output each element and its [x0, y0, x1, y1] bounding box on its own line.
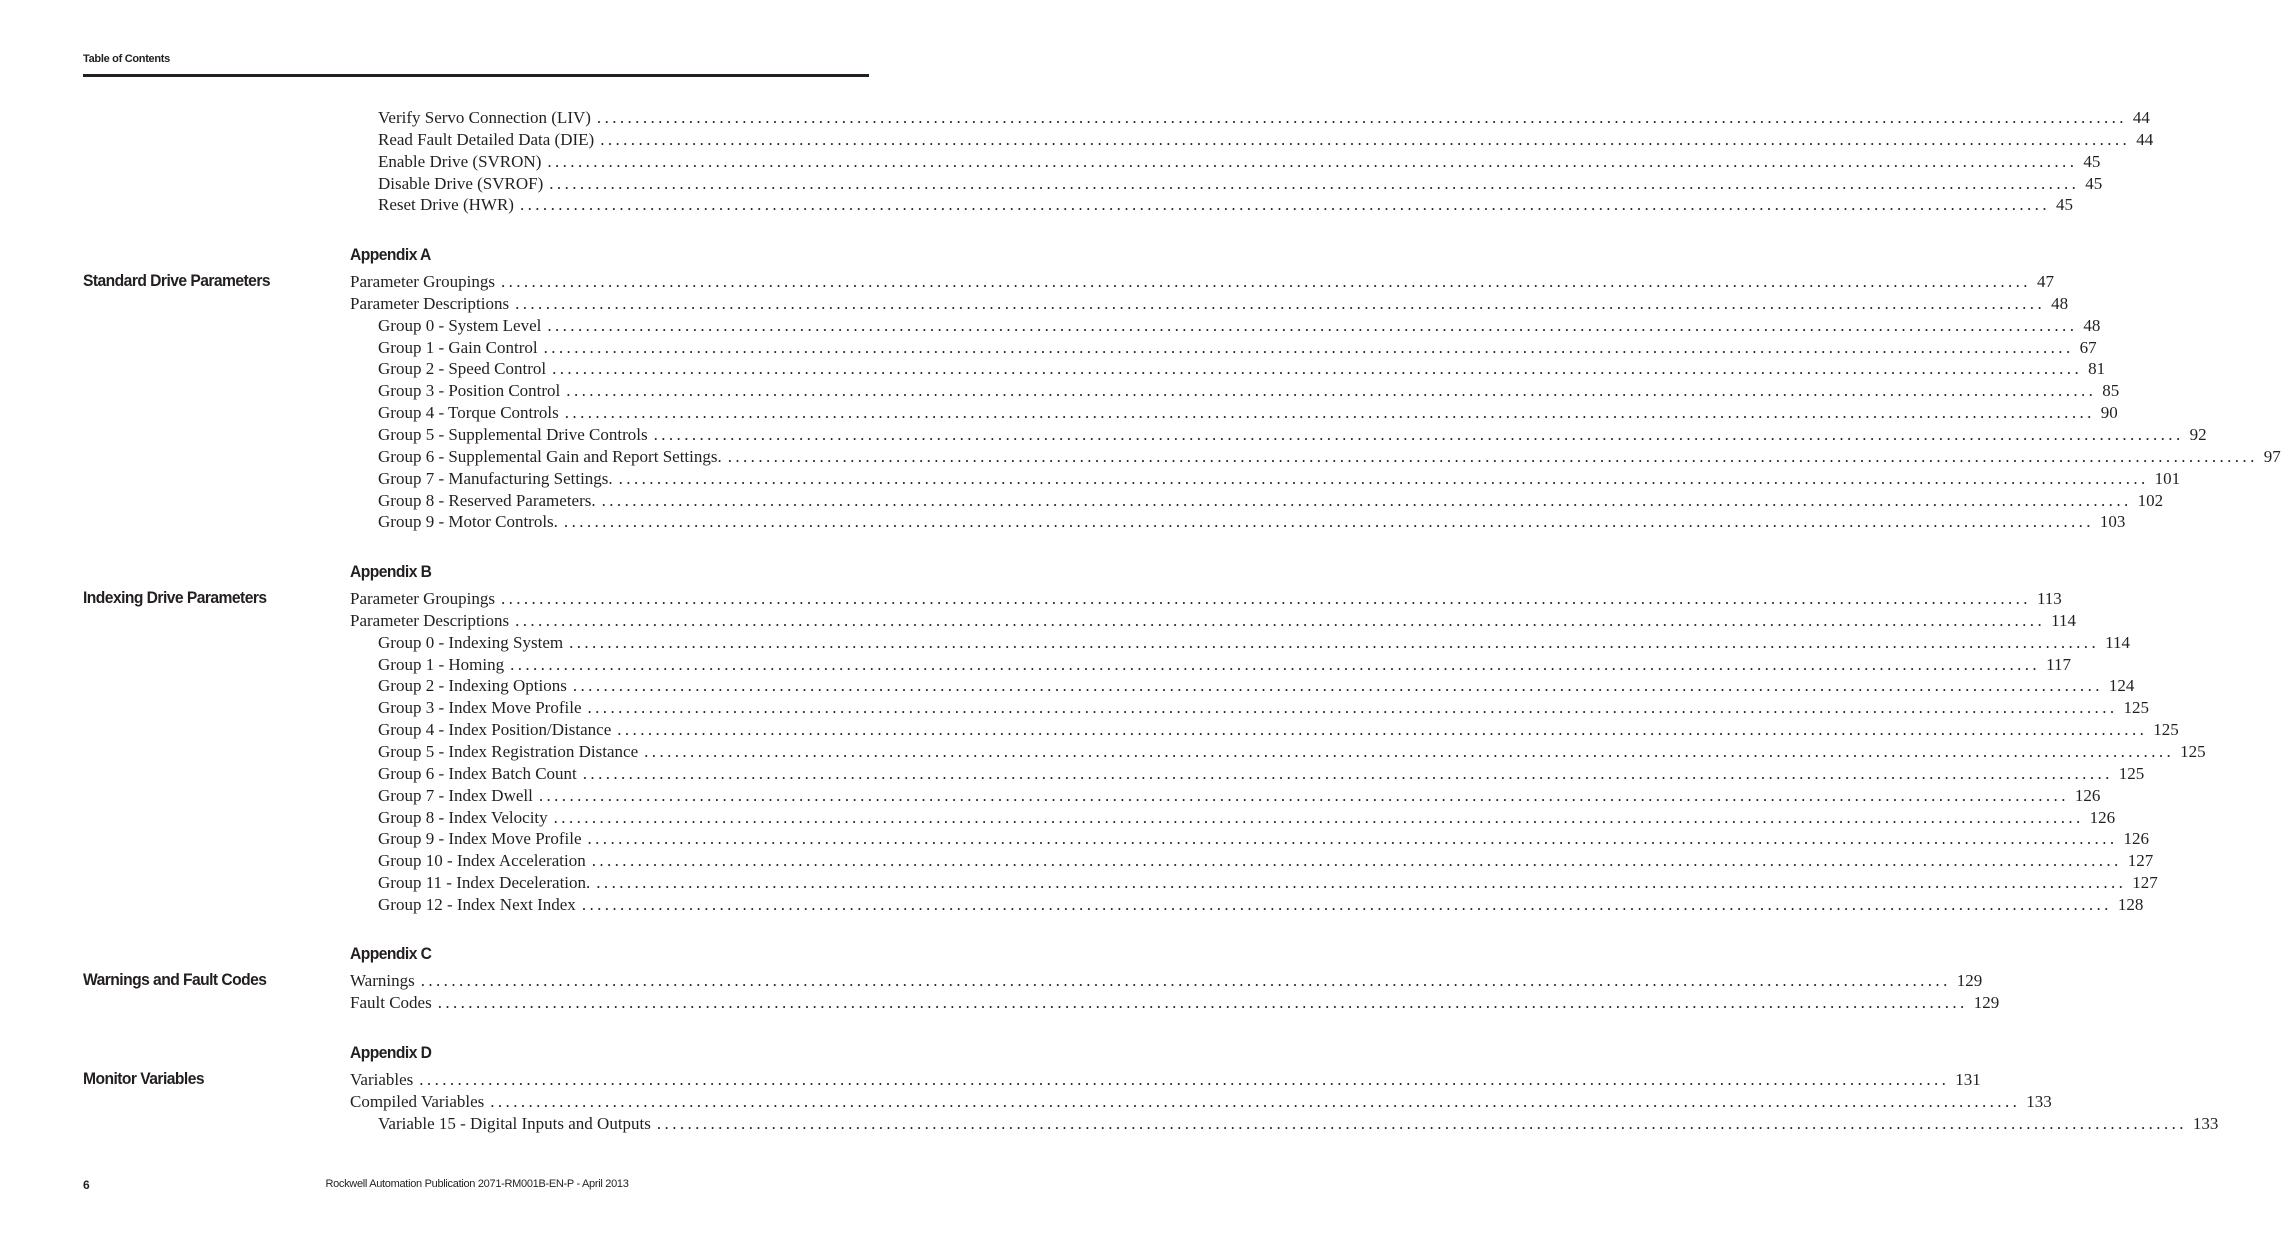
- toc-entry[interactable]: [378, 337, 2097, 359]
- dot-leader: ........................................................................................................................................................................................................: [569, 632, 2100, 652]
- toc-entry-page: 45: [2085, 173, 2103, 193]
- dot-leader: ........................................................................................................................................................................................................: [600, 129, 2131, 149]
- toc-entry-page: 101: [2154, 468, 2181, 488]
- toc-entry[interactable]: [378, 807, 2116, 829]
- dot-leader: ........................................................................................................................................................................................................: [727, 446, 2258, 466]
- toc-entry-page: 113: [2036, 589, 2062, 608]
- toc-entry-page: 45: [2055, 195, 2073, 215]
- toc-entry-page: 125: [2123, 698, 2149, 718]
- toc-entry[interactable]: [378, 468, 2181, 490]
- toc-entry[interactable]: [378, 358, 2106, 380]
- chapter-title[interactable]: Warnings and Fault Codes: [83, 970, 267, 989]
- toc-entry[interactable]: [378, 380, 2120, 402]
- toc-entry-page: 126: [2074, 785, 2101, 805]
- toc-entry[interactable]: [378, 446, 2281, 468]
- dot-leader: ........................................................................................................................................................................................................: [549, 173, 2080, 193]
- dot-leader: ........................................................................................................................................................................................................: [419, 1070, 1950, 1089]
- chapter-title[interactable]: Monitor Variables: [83, 1069, 204, 1088]
- toc-entry-title: Variables: [350, 1070, 414, 1089]
- dot-leader: ........................................................................................................................................................................................................: [547, 315, 2078, 335]
- running-head: Table of Contents: [83, 53, 170, 65]
- dot-leader: ........................................................................................................................................................................................................: [581, 894, 2112, 914]
- toc-entry-page: 90: [2100, 403, 2118, 423]
- toc-entry-title: Group 6 - Index Batch Count: [378, 763, 577, 783]
- dot-leader: ........................................................................................................................................................................................................: [596, 873, 2127, 893]
- toc-entry[interactable]: [378, 675, 2135, 697]
- toc-entry-title: Verify Servo Connection (LIV): [378, 108, 591, 127]
- toc-entry[interactable]: [350, 992, 2000, 1014]
- toc-entry[interactable]: [350, 1069, 1981, 1091]
- toc-entry-title: Compiled Variables: [350, 1091, 485, 1111]
- dot-leader: ........................................................................................................................................................................................................: [519, 195, 2050, 215]
- dot-leader: ........................................................................................................................................................................................................: [566, 381, 2097, 401]
- toc-entry-page: 44: [2136, 129, 2154, 149]
- toc-entry[interactable]: [378, 785, 2101, 807]
- toc-entry-title: Group 8 - Index Velocity: [378, 807, 548, 827]
- toc-entry[interactable]: [378, 173, 2103, 195]
- toc-entry[interactable]: [378, 424, 2207, 446]
- toc-entry-title: Group 5 - Supplemental Drive Controls: [378, 424, 648, 444]
- toc-entry[interactable]: [378, 697, 2149, 719]
- toc-entry-page: 129: [1956, 971, 1983, 990]
- dot-leader: ........................................................................................................................................................................................................: [437, 992, 1968, 1012]
- toc-entry-title: Group 3 - Index Move Profile: [378, 698, 582, 718]
- toc-entry-title: Parameter Groupings: [350, 272, 495, 291]
- toc-entry-title: Group 9 - Motor Controls.: [378, 512, 558, 532]
- dot-leader: ........................................................................................................................................................................................................: [572, 676, 2103, 696]
- toc-entry-page: 124: [2108, 676, 2135, 696]
- toc-entry[interactable]: [350, 1091, 2052, 1113]
- toc-entry-page: 114: [2051, 610, 2076, 630]
- toc-entry-page: 48: [2051, 293, 2069, 313]
- dot-leader: ........................................................................................................................................................................................................: [587, 829, 2118, 849]
- toc-entry-title: Group 4 - Torque Controls: [378, 403, 559, 423]
- toc-entry-title: Group 2 - Indexing Options: [378, 676, 567, 696]
- toc-entry[interactable]: [378, 850, 2154, 872]
- toc-entry[interactable]: [378, 107, 2150, 129]
- toc-entry[interactable]: [378, 315, 2101, 337]
- dot-leader: ........................................................................................................................................................................................................: [563, 512, 2094, 532]
- dot-leader: ........................................................................................................................................................................................................: [653, 424, 2184, 444]
- toc-entry-title: Parameter Descriptions: [350, 610, 510, 630]
- toc-entry-page: 97: [2263, 446, 2281, 466]
- dot-leader: ........................................................................................................................................................................................................: [582, 763, 2113, 783]
- dot-leader: ........................................................................................................................................................................................................: [564, 403, 2095, 423]
- appendix-label: Appendix D: [350, 1043, 432, 1062]
- toc-entry[interactable]: [378, 828, 2149, 850]
- toc-entry[interactable]: [350, 610, 2076, 632]
- appendix-label: Appendix B: [350, 562, 432, 581]
- dot-leader: ........................................................................................................................................................................................................: [490, 1091, 2021, 1111]
- dot-leader: ........................................................................................................................................................................................................: [656, 1113, 2187, 1133]
- toc-entry-title: Read Fault Detailed Data (DIE): [378, 129, 595, 149]
- toc-entry-title: Warnings: [350, 971, 415, 990]
- toc-entry-page: 67: [2079, 337, 2097, 357]
- toc-entry[interactable]: [378, 490, 2164, 512]
- toc-entry[interactable]: [378, 719, 2179, 741]
- chapter-title[interactable]: Indexing Drive Parameters: [83, 588, 267, 607]
- toc-entry-page: 117: [2046, 654, 2071, 674]
- toc-entry[interactable]: [350, 970, 1983, 992]
- toc-entry[interactable]: [378, 1113, 2219, 1135]
- dot-leader: ........................................................................................................................................................................................................: [515, 293, 2046, 313]
- toc-entry-title: Parameter Groupings: [350, 589, 495, 608]
- toc-entry-page: 128: [2117, 894, 2144, 914]
- toc-entry-title: Group 8 - Reserved Parameters.: [378, 490, 596, 510]
- toc-entry-title: Group 1 - Homing: [378, 654, 505, 674]
- toc-entry-page: 85: [2102, 381, 2120, 401]
- toc-entry-title: Variable 15 - Digital Inputs and Outputs: [378, 1113, 651, 1133]
- dot-leader: ........................................................................................................................................................................................................: [500, 589, 2031, 608]
- toc-entry[interactable]: [378, 894, 2144, 916]
- toc-entry-page: 126: [2123, 829, 2149, 849]
- toc-entry-page: 44: [2132, 108, 2150, 127]
- publication-footer: Rockwell Automation Publication 2071-RM001B-EN-P - April 2013: [325, 1178, 629, 1190]
- toc-entry-title: Group 0 - Indexing System: [378, 632, 564, 652]
- dot-leader: ........................................................................................................................................................................................................: [420, 971, 1951, 990]
- toc-entry[interactable]: [378, 741, 2206, 763]
- dot-leader: ........................................................................................................................................................................................................: [515, 610, 2046, 630]
- appendix-label: Appendix C: [350, 944, 432, 963]
- toc-entry-page: 127: [2127, 851, 2154, 871]
- toc-entry-title: Reset Drive (HWR): [378, 195, 514, 215]
- toc-entry-title: Group 7 - Manufacturing Settings.: [378, 468, 613, 488]
- page-number: 6: [83, 1178, 90, 1192]
- dot-leader: ........................................................................................................................................................................................................: [538, 785, 2069, 805]
- toc-entry-page: 81: [2088, 359, 2106, 379]
- toc-entry-page: 114: [2105, 632, 2130, 652]
- dot-leader: ........................................................................................................................................................................................................: [553, 807, 2084, 827]
- toc-entry[interactable]: [378, 632, 2130, 654]
- appendix-label: Appendix A: [350, 245, 431, 264]
- toc-entry-title: Group 2 - Speed Control: [378, 359, 547, 379]
- toc-entry-page: 125: [2180, 741, 2206, 761]
- toc-entry[interactable]: [378, 129, 2154, 151]
- toc-entry-page: 133: [2192, 1113, 2219, 1133]
- dot-leader: ........................................................................................................................................................................................................: [547, 151, 2078, 171]
- chapter-title[interactable]: Standard Drive Parameters: [83, 271, 271, 290]
- toc-entry-page: 131: [1955, 1070, 1981, 1089]
- dot-leader: ........................................................................................................................................................................................................: [644, 741, 2175, 761]
- toc-entry[interactable]: [378, 402, 2118, 424]
- toc-entry-title: Group 3 - Position Control: [378, 381, 561, 401]
- dot-leader: ........................................................................................................................................................................................................: [601, 490, 2132, 510]
- toc-entry[interactable]: [378, 151, 2101, 173]
- toc-entry-title: Disable Drive (SVROF): [378, 173, 544, 193]
- toc-entry[interactable]: [378, 194, 2073, 216]
- toc-entry-page: 125: [2153, 720, 2179, 740]
- toc-entry-title: Parameter Descriptions: [350, 293, 510, 313]
- toc-entry-title: Group 11 - Index Deceleration.: [378, 873, 591, 893]
- dot-leader: ........................................................................................................................................................................................................: [587, 698, 2118, 718]
- toc-entry[interactable]: [350, 293, 2069, 315]
- toc-entry-title: Group 0 - System Level: [378, 315, 542, 335]
- toc-entry-title: Group 7 - Index Dwell: [378, 785, 533, 805]
- toc-entry-page: 125: [2118, 763, 2145, 783]
- toc-entry-title: Group 1 - Gain Control: [378, 337, 538, 357]
- dot-leader: ........................................................................................................................................................................................................: [617, 720, 2148, 740]
- toc-entry[interactable]: [378, 872, 2158, 894]
- toc-entry-page: 48: [2083, 315, 2101, 335]
- toc-entry-title: Group 5 - Index Registration Distance: [378, 741, 639, 761]
- toc-entry-title: Group 9 - Index Move Profile: [378, 829, 582, 849]
- toc-entry-page: 103: [2099, 512, 2126, 532]
- toc-entry-title: Group 10 - Index Acceleration: [378, 851, 586, 871]
- toc-entry[interactable]: [378, 511, 2126, 533]
- toc-entry-page: 126: [2089, 807, 2116, 827]
- dot-leader: ........................................................................................................................................................................................................: [596, 108, 2127, 127]
- toc-entry-page: 47: [2036, 272, 2054, 291]
- dot-leader: ........................................................................................................................................................................................................: [510, 654, 2041, 674]
- dot-leader: ........................................................................................................................................................................................................: [591, 851, 2122, 871]
- toc-entry-title: Group 4 - Index Position/Distance: [378, 720, 612, 740]
- dot-leader: ........................................................................................................................................................................................................: [500, 272, 2031, 291]
- dot-leader: ........................................................................................................................................................................................................: [552, 359, 2083, 379]
- toc-entry-page: 129: [1973, 992, 2000, 1012]
- dot-leader: ........................................................................................................................................................................................................: [618, 468, 2149, 488]
- toc-entry-title: Group 6 - Supplemental Gain and Report Settings.: [378, 446, 722, 466]
- toc-entry[interactable]: [350, 271, 2054, 293]
- toc-entry-page: 92: [2189, 424, 2207, 444]
- toc-entry-page: 127: [2132, 873, 2158, 893]
- toc-entry-title: Enable Drive (SVRON): [378, 151, 542, 171]
- toc-entry-page: 102: [2137, 490, 2164, 510]
- dot-leader: ........................................................................................................................................................................................................: [543, 337, 2074, 357]
- toc-entry[interactable]: [350, 588, 2062, 610]
- toc-entry-title: Fault Codes: [350, 992, 432, 1012]
- toc-entry[interactable]: [378, 763, 2145, 785]
- header-rule: [83, 74, 869, 77]
- toc-entry-page: 45: [2083, 151, 2101, 171]
- toc-entry-page: 133: [2026, 1091, 2052, 1111]
- toc-entry[interactable]: [378, 654, 2071, 676]
- toc-entry-title: Group 12 - Index Next Index: [378, 894, 576, 914]
